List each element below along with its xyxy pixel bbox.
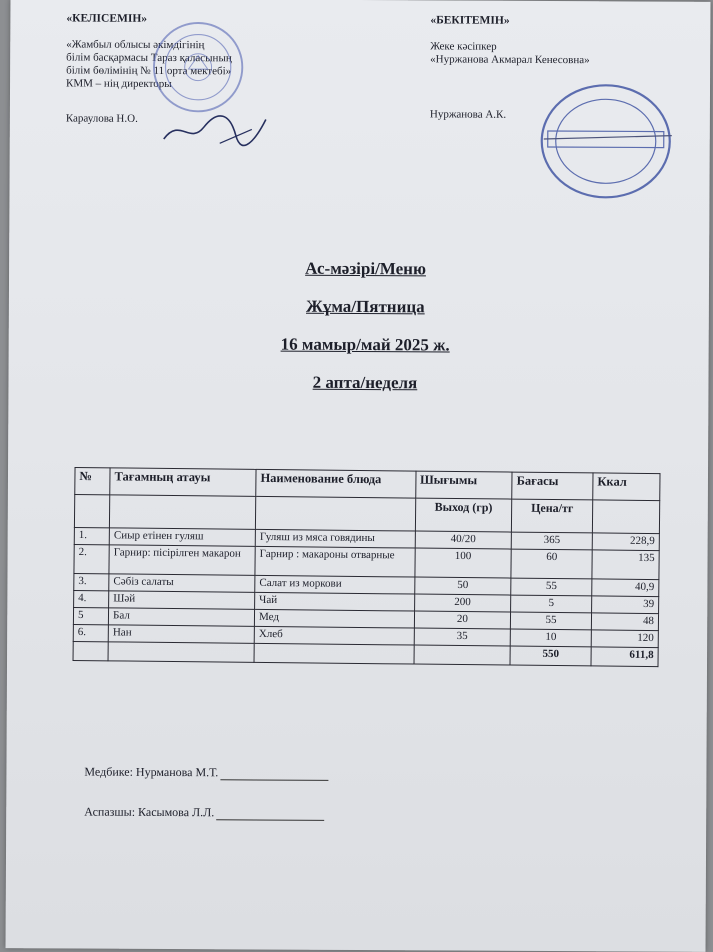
- cell-kcal: 120: [591, 630, 658, 648]
- header-price: Бағасы: [512, 472, 593, 500]
- menu-titles: [8, 256, 713, 412]
- header-no: №: [75, 467, 110, 494]
- approval-line: «Жамбыл облысы әкімдігінің: [66, 38, 205, 52]
- signature-blank: [216, 819, 324, 821]
- cell-kcal: 48: [591, 613, 658, 631]
- cell-no: 6.: [73, 624, 108, 641]
- cell-kz-name: Бал: [108, 608, 254, 627]
- signature-left: [160, 109, 270, 150]
- cell-price: 5: [511, 595, 592, 613]
- cell-kz-name: Сиыр етінен гуляш: [109, 528, 255, 547]
- total-empty: [73, 641, 108, 660]
- subheader-empty: [592, 500, 659, 534]
- nurse-label: Медбике: Нурманова М.Т.: [84, 764, 219, 780]
- total-price: 550: [510, 646, 591, 666]
- cell-kz-name: Гарнир: пісірілген макарон: [109, 545, 255, 576]
- cell-kcal: 228,9: [592, 533, 659, 551]
- cook-signature-line: [84, 805, 324, 821]
- cell-price: 60: [511, 549, 592, 579]
- approval-line: «Нуржанова Акмарал Кенесовна»: [430, 53, 590, 67]
- approval-heading-right: «БЕКІТЕМІН»: [430, 14, 510, 27]
- signer-left: Караулова Н.О.: [65, 112, 138, 125]
- subheader-empty: [255, 496, 415, 531]
- cell-kz-name: Сәбіз салаты: [109, 574, 255, 593]
- cell-no: 1.: [74, 527, 109, 544]
- cell-no: 2.: [74, 544, 109, 573]
- approval-line: КММ – нің директоры: [66, 77, 172, 91]
- cell-ru-name: Гуляш из мяса говядины: [255, 529, 415, 548]
- entrepreneur-stamp-seal: [532, 79, 675, 200]
- cell-no: 3.: [74, 573, 109, 590]
- cell-kcal: 40,9: [592, 579, 659, 597]
- cell-price: 10: [510, 629, 591, 647]
- cell-kcal: 39: [592, 596, 659, 614]
- cook-label: Аспазшы: Касымова Л.Л.: [84, 804, 215, 820]
- cell-kz-name: Шәй: [109, 591, 255, 610]
- date-title: 16 мамыр/май 2025 ж.: [280, 334, 450, 355]
- total-empty: [108, 642, 254, 663]
- cell-ru-name: Чай: [255, 592, 415, 611]
- cell-price: 365: [511, 532, 592, 550]
- cell-output: 35: [414, 628, 511, 646]
- week-title: 2 апта/неделя: [312, 372, 418, 393]
- cell-kcal: 135: [592, 550, 659, 580]
- signature-blank: [220, 779, 328, 781]
- cell-price: 55: [511, 612, 592, 630]
- document-page: [6, 0, 711, 952]
- approval-line: білім бөлімінің № 11 орта мектебі»: [66, 64, 232, 78]
- cell-kz-name: Нан: [108, 625, 254, 644]
- subheader-output: Выход (гр): [415, 498, 512, 532]
- subheader-price: Цена/тг: [512, 499, 593, 533]
- signer-right: Нуржанова А.К.: [429, 108, 507, 121]
- school-stamp-seal: [150, 19, 247, 116]
- total-kcal: 611,8: [591, 647, 658, 667]
- subheader-empty: [109, 495, 255, 530]
- total-empty: [254, 643, 414, 664]
- header-kz-name: Тағамның атауы: [110, 468, 256, 497]
- cell-ru-name: Гарнир : макароны отварные: [255, 546, 415, 577]
- day-title: Жұма/Пятница: [306, 296, 425, 317]
- cell-output: 40/20: [415, 531, 512, 549]
- cell-ru-name: Хлеб: [254, 626, 414, 645]
- cell-price: 55: [511, 578, 592, 596]
- cell-output: 20: [414, 611, 511, 629]
- nurse-signature-line: [84, 765, 328, 781]
- cell-output: 200: [414, 594, 511, 612]
- header-kcal: Ккал: [593, 473, 660, 501]
- subheader-empty: [74, 494, 109, 527]
- approval-line: Жеке кәсіпкер: [430, 40, 497, 53]
- header-output: Шығымы: [415, 471, 512, 499]
- menu-title: Ас-мәзірі/Меню: [305, 258, 427, 279]
- cell-output: 100: [414, 548, 511, 578]
- header-ru-name: Наименование блюда: [256, 469, 416, 498]
- cell-output: 50: [414, 577, 511, 595]
- total-empty: [414, 645, 511, 665]
- approval-line: білім басқармасы Тараз қаласының: [66, 51, 232, 65]
- approval-heading-left: «КЕЛІСЕМІН»: [66, 12, 148, 25]
- cell-ru-name: Мед: [254, 609, 414, 628]
- cell-no: 5: [73, 607, 108, 624]
- cell-ru-name: Салат из моркови: [255, 575, 415, 594]
- cell-no: 4.: [74, 590, 109, 607]
- menu-table: [73, 467, 661, 667]
